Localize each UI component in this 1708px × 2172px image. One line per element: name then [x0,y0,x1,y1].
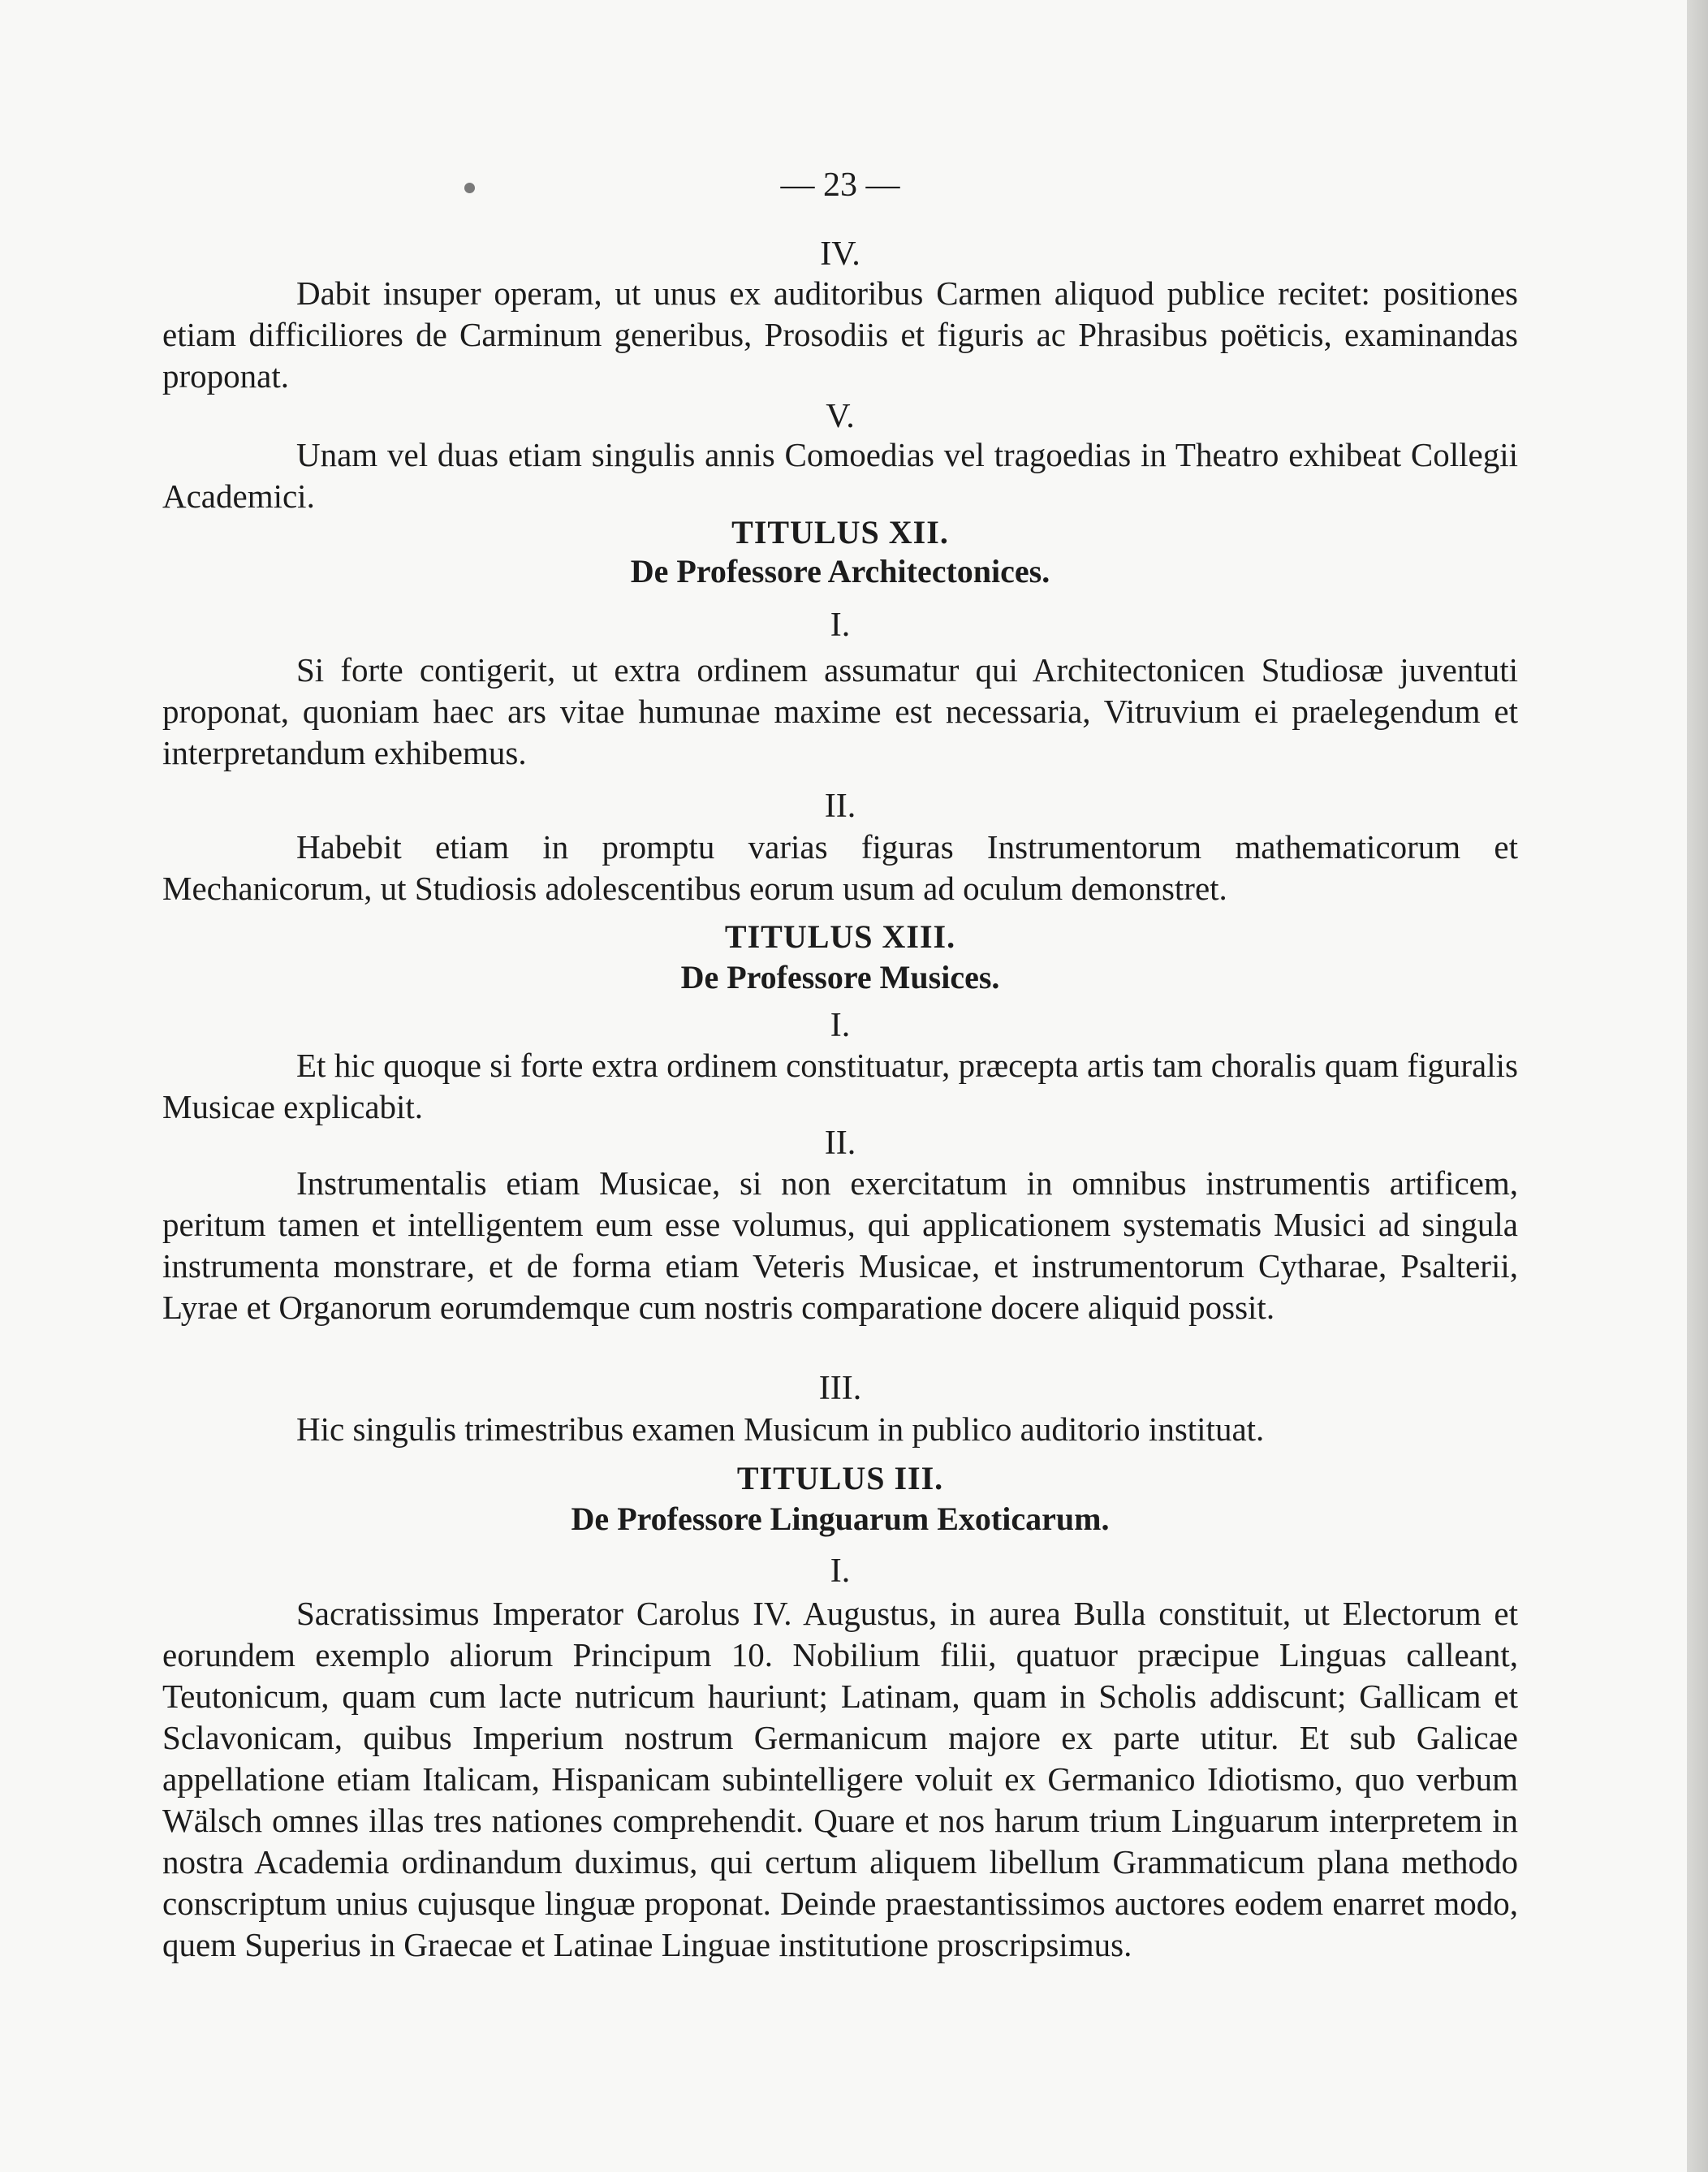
titulus-xiii-subtitle: De Professore Musices. [680,959,1000,995]
xii-section-i-number: I. [830,607,851,644]
xii-section-ii-paragraph: Habebit etiam in promptu varias figuras Instrumentorum mathematicorum et Mechanicorum, ut Studiosis adolescentibus eorum usum ad oculum demonstret. [162,828,1518,907]
xiii-section-iii-paragraph: Hic singulis trimestribus examen Musicum in publico auditorio instituat. [296,1410,1265,1448]
page-edge-shadow [1687,0,1708,2172]
xiii-section-i-number: I. [830,1007,851,1044]
titulus-xii-subtitle: De Professore Architectonices. [630,553,1050,589]
xii-section-i-paragraph: Si forte contigerit, ut extra ordinem assumatur qui Architectonicen Studiosæ juventuti proponat, quoniam haec ars vitae humunae maxime est necessaria, Vitruvium ei praelegendum et interpretandum exhibemus. [162,651,1518,771]
xiii-section-iii-number: III. [818,1370,862,1407]
section-v-number: V. [826,398,855,435]
titulus-iii-heading: TITULUS III. [736,1460,944,1496]
xiii-section-ii-number: II. [824,1125,856,1162]
iii-section-i-number: I. [830,1552,851,1590]
xii-section-ii-number: II. [824,788,856,825]
page-number: — 23 — [780,166,900,204]
titulus-iii-subtitle: De Professore Linguarum Exoticarum. [571,1501,1110,1537]
section-iv-paragraph: Dabit insuper operam, ut unus ex auditoribus Carmen aliquod publice recitet: positiones etiam difficiliores de Carminum generibus, Prosodiis et figuris ac Phrasibus poëticis, examinandas proponat. [162,274,1518,395]
titulus-xii-heading: TITULUS XII. [731,514,949,551]
xiii-section-i-paragraph: Et hic quoque si forte extra ordinem constituatur, præcepta artis tam choralis quam figuralis Musicae explicabit. [162,1047,1518,1125]
titulus-xiii-heading: TITULUS XIII. [724,918,956,955]
section-v-paragraph: Unam vel duas etiam singulis annis Comoedias vel tragoedias in Theatro exhibeat Collegii Academici. [162,436,1518,515]
iii-section-i-paragraph: Sacratissimus Imperator Carolus IV. Augustus, in aurea Bulla constituit, ut Electorum et eorundem exemplo aliorum Principum 10. Nobilium filii, quatuor præcipue Linguas calleant, Teutonicum, quam cum lacte nutricum hauriunt; Latinam, quam in Scholis addiscunt; Gallicam et Sclavonicam, quibus Imperium nostrum Germanicum majore ex parte utitur. Et sub Galicae appellatione etiam Italicam, Hispanicam subintelligere voluit ex Germanico Idiotismo, quo verbum Wälsch omnes illas tres nationes comprehendit. Quare et nos harum trium Linguarum interpretem in nostra Academia ordinandum duximus, qui certum aliquem libellum Grammaticum plana methodo conscriptum unius cujusque linguæ proponat. Deinde praestantissimos auctores eodem enarret modo, quem Superius in Graecae et Latinae Linguae institutione proscripsimus. [162,1595,1518,1963]
xiii-section-ii-paragraph: Instrumentalis etiam Musicae, si non exercitatum in omnibus instrumentis artificem, peritum tamen et intelligentem eum esse volumus, qui applicationem systematis Musici ad singula instrumenta monstrare, et de forma etiam Veteris Musicae, et instrumentorum Cytharae, Psalterii, Lyrae et Organorum eorumdemque cum nostris comparatione docere aliquid possit. [162,1164,1518,1326]
section-iv-number: IV. [820,235,860,273]
